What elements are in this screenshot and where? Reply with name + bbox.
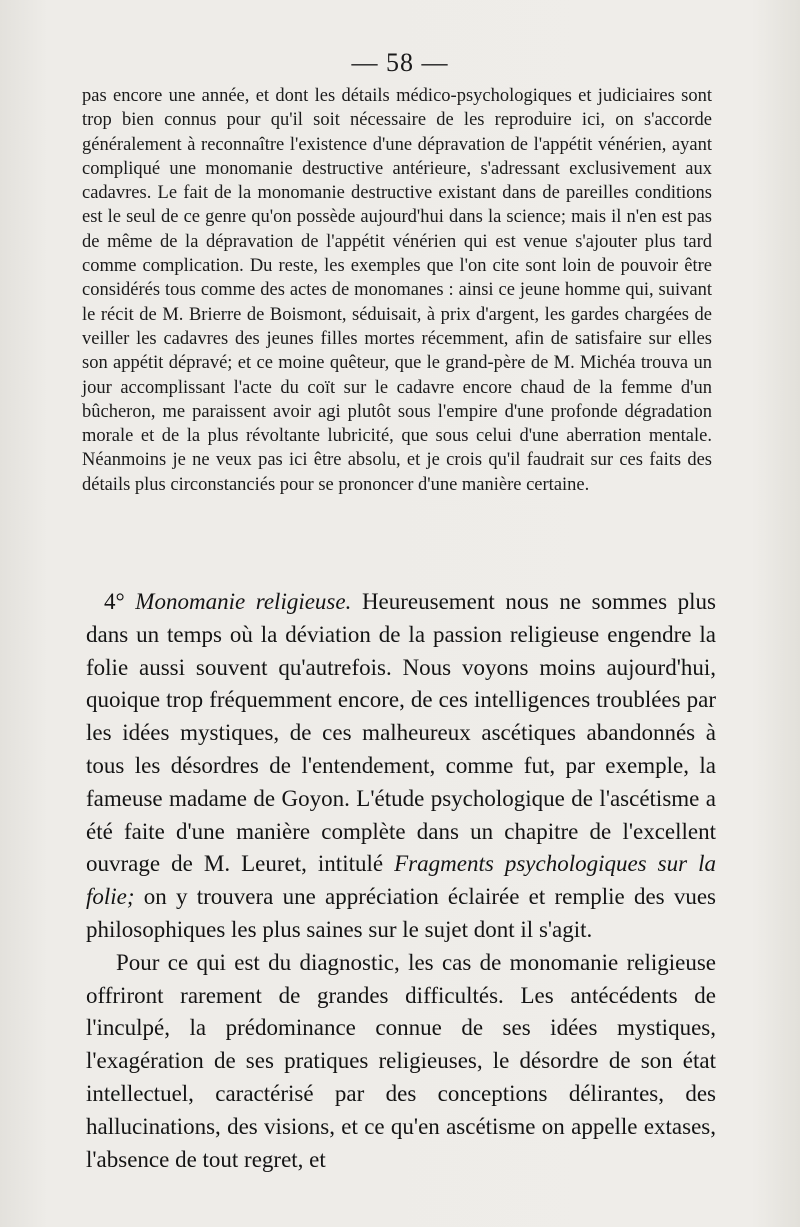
book-title-reference: Fragments psychologiques sur la folie; <box>86 851 716 910</box>
footnote-paragraph: pas encore une année, et dont les détails médico-psychologiques et judiciaires sont trop bien connus pour qu'il soit nécessaire de les reproduire ici, on s'accorde généralement à reconnaître l'existence d'une dépravation de l'appétit vénérien, ayant compliqué une monomanie destructive antérieure, s'adressant exclusivement aux cadavres. Le fait de la monomanie destructive existant dans de pareilles conditions est le seul de ce genre qu'on possède aujourd'hui dans la science; mais il n'en est pas de même de la dépravation de l'appétit vénérien qui est venue s'ajouter plus tard comme complication. Du reste, les exemples que l'on cite sont loin de pouvoir être considérés tous comme des actes de monomanes : ainsi ce jeune homme qui, suivant le récit de M. Brierre de Boismont, séduisait, à prix d'argent, les gardes chargées de veiller les cadavres des jeunes filles mortes récemment, afin de satisfaire sur elles son appétit dépravé; et ce moine quêteur, que le grand-père de M. Michéa trouva un jour accomplissant l'acte du coït sur le cadavre encore chaud de la femme d'un bûcheron, me paraissent avoir agi plutôt sous l'empire d'une profonde dégradation morale et de la plus révoltante lubricité, que sous celui d'une aberration mentale. Néanmoins je ne veux pas ici être absolu, et je crois qu'il faudrait sur ces faits des détails plus circonstanciés pour se prononcer d'une manière certaine. <box>82 86 712 495</box>
main-text-block <box>86 586 716 1176</box>
section-number: 4° <box>104 589 125 614</box>
section-paragraph-1-text-b: on y trouvera une appréciation éclairée et remplie des vues philosophiques les plus saines sur le sujet dont il s'agit. <box>86 884 716 942</box>
footnote-block <box>82 84 712 497</box>
section-title: Monomanie religieuse. <box>135 589 352 614</box>
section-paragraph-2: Pour ce qui est du diagnostic, les cas de monomanie religieuse offriront rarement de grandes difficultés. Les antécédents de l'inculpé, la prédominance connue de ses idées mystiques, l'exagération de ses pratiques religieuses, le désordre de son état intellectuel, caractérisé par des conceptions délirantes, des hallucinations, des visions, et ce qu'en ascétisme on appelle extases, l'absence de tout regret, et <box>86 949 716 1172</box>
section-paragraph-1-text-a: Heureusement nous ne sommes plus dans un temps où la déviation de la passion religieuse engendre la folie aussi souvent qu'autrefois. Nous voyons moins aujourd'hui, quoique trop fréquemment encore, de ces intelligences troublées par les idées mystiques, de ces malheureux ascétiques abandonnés à tous les désordres de l'entendement, comme fut, par exemple, la fameuse madame de Goyon. L'étude psychologique de l'ascétisme a été faite d'une manière complète dans un chapitre de l'excellent ouvrage de M. Leuret, intitulé <box>86 589 717 877</box>
page-number: — 58 — <box>351 48 449 77</box>
section-paragraph-1 <box>86 586 716 947</box>
